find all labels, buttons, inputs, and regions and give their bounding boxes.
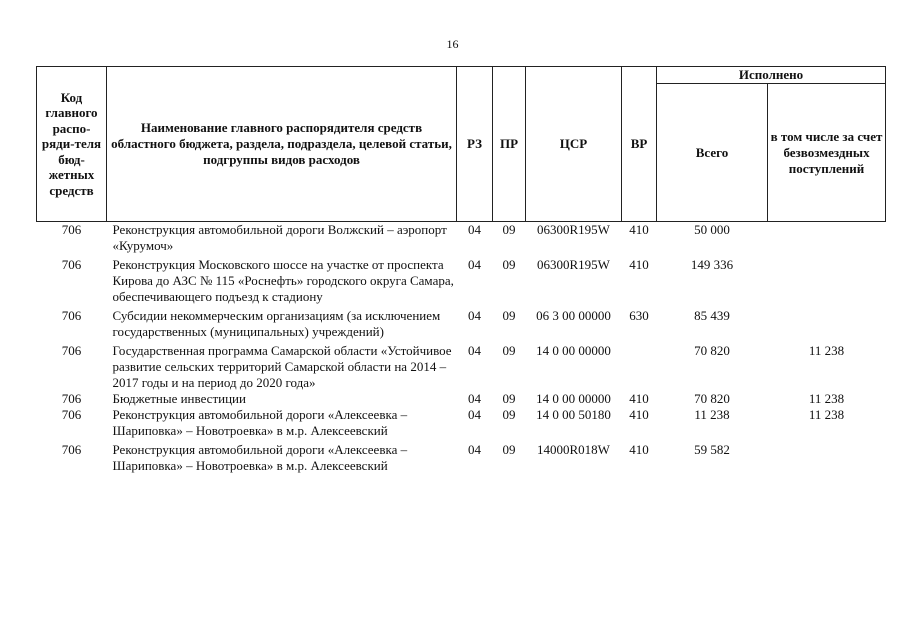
- table-row: [37, 407, 886, 439]
- header-rz: РЗ: [457, 67, 493, 222]
- cell-rz: 04: [468, 343, 481, 358]
- table-header: [37, 67, 886, 222]
- table-row: [37, 305, 886, 340]
- cell-code: 706: [61, 407, 82, 422]
- expenditure-table: [36, 66, 886, 474]
- cell-code: 706: [61, 308, 82, 323]
- cell-pr: 09: [502, 308, 516, 323]
- cell-name: Реконструкция автомобильной дороги Волжский – аэропорт «Курумоч»: [112, 222, 447, 253]
- cell-vr: 410: [629, 391, 649, 406]
- cell-name: Государственная программа Самарской области «Устойчивое развитие сельских территорий Самарской области на 2014 – 2017 годы и на период до 2020 года»: [112, 343, 452, 390]
- cell-gratuitous: [768, 305, 886, 340]
- cell-csr: 06300R195W: [537, 222, 610, 237]
- cell-total: 11 238: [694, 407, 730, 422]
- table-row: [37, 222, 886, 255]
- cell-name: Бюджетные инвестиции: [112, 391, 246, 406]
- header-code: Код главного распо-ряди-теля бюд-жетных средств: [37, 67, 107, 222]
- cell-csr: 14 0 00 00000: [536, 391, 611, 406]
- cell-code: 706: [61, 442, 82, 457]
- cell-code: 706: [61, 222, 82, 237]
- cell-rz: 04: [468, 391, 481, 406]
- cell-pr: 09: [502, 391, 516, 406]
- cell-rz: 04: [468, 308, 481, 323]
- table-body: [37, 222, 886, 475]
- cell-pr: 09: [502, 257, 516, 272]
- header-csr: ЦСР: [526, 67, 622, 222]
- cell-csr: 14 0 00 50180: [536, 407, 611, 422]
- cell-csr: 06 3 00 00000: [536, 308, 611, 323]
- header-pr: ПР: [493, 67, 526, 222]
- cell-pr: 09: [502, 442, 516, 457]
- cell-gratuitous: [768, 222, 886, 255]
- cell-rz: 04: [468, 222, 481, 237]
- cell-gratuitous: 11 238: [808, 343, 845, 358]
- cell-gratuitous: [768, 439, 886, 474]
- header-including: в том числе за счет безвозмездных поступлений: [768, 84, 886, 222]
- cell-gratuitous: 11 238: [808, 407, 845, 422]
- cell-vr: 410: [629, 407, 649, 422]
- header-vr: ВР: [622, 67, 657, 222]
- cell-code: 706: [61, 343, 82, 358]
- header-name: Наименование главного распорядителя средств областного бюджета, раздела, подраздела, целевой статьи, подгруппы видов расходов: [107, 67, 457, 222]
- cell-total: 59 582: [694, 442, 730, 457]
- cell-vr: 410: [629, 222, 649, 237]
- header-executed: Исполнено: [657, 67, 886, 84]
- cell-gratuitous: 11 238: [808, 391, 845, 406]
- cell-rz: 04: [468, 442, 481, 457]
- cell-csr: 06300R195W: [537, 257, 610, 272]
- cell-total: 70 820: [694, 391, 730, 406]
- cell-pr: 09: [502, 222, 516, 237]
- cell-total: 85 439: [694, 308, 730, 323]
- cell-total: 50 000: [694, 222, 730, 237]
- table-row: [37, 340, 886, 391]
- cell-vr: [622, 340, 657, 391]
- cell-pr: 09: [502, 407, 516, 422]
- cell-code: 706: [61, 391, 82, 406]
- cell-name: Субсидии некоммерческим организациям (за исключением государственных (муниципальных) учреждений): [112, 308, 441, 339]
- cell-total: 70 820: [694, 343, 730, 358]
- table-row: [37, 254, 886, 305]
- table-row: [37, 439, 886, 474]
- cell-gratuitous: [768, 254, 886, 305]
- cell-name: Реконструкция автомобильной дороги «Алексеевка – Шариповка» – Новотроевка» в м.р. Алексеевский: [112, 407, 408, 438]
- cell-pr: 09: [502, 343, 516, 358]
- cell-name: Реконструкция автомобильной дороги «Алексеевка – Шариповка» – Новотроевка» в м.р. Алексеевский: [112, 442, 408, 473]
- cell-vr: 630: [629, 308, 649, 323]
- cell-vr: 410: [629, 442, 649, 457]
- table-row: [37, 391, 886, 407]
- cell-code: 706: [61, 257, 82, 272]
- cell-csr: 14 0 00 00000: [536, 343, 611, 358]
- cell-rz: 04: [468, 407, 481, 422]
- cell-csr: 14000R018W: [537, 442, 610, 457]
- header-total: Всего: [657, 84, 768, 222]
- cell-name: Реконструкция Московского шоссе на участке от проспекта Кирова до АЗС № 115 «Роснефть» городского округа Самара, обеспечивающего подъезд к стадиону: [112, 257, 454, 304]
- page-number: 16: [446, 37, 459, 51]
- cell-total: 149 336: [690, 257, 734, 272]
- cell-vr: 410: [629, 257, 649, 272]
- cell-rz: 04: [468, 257, 481, 272]
